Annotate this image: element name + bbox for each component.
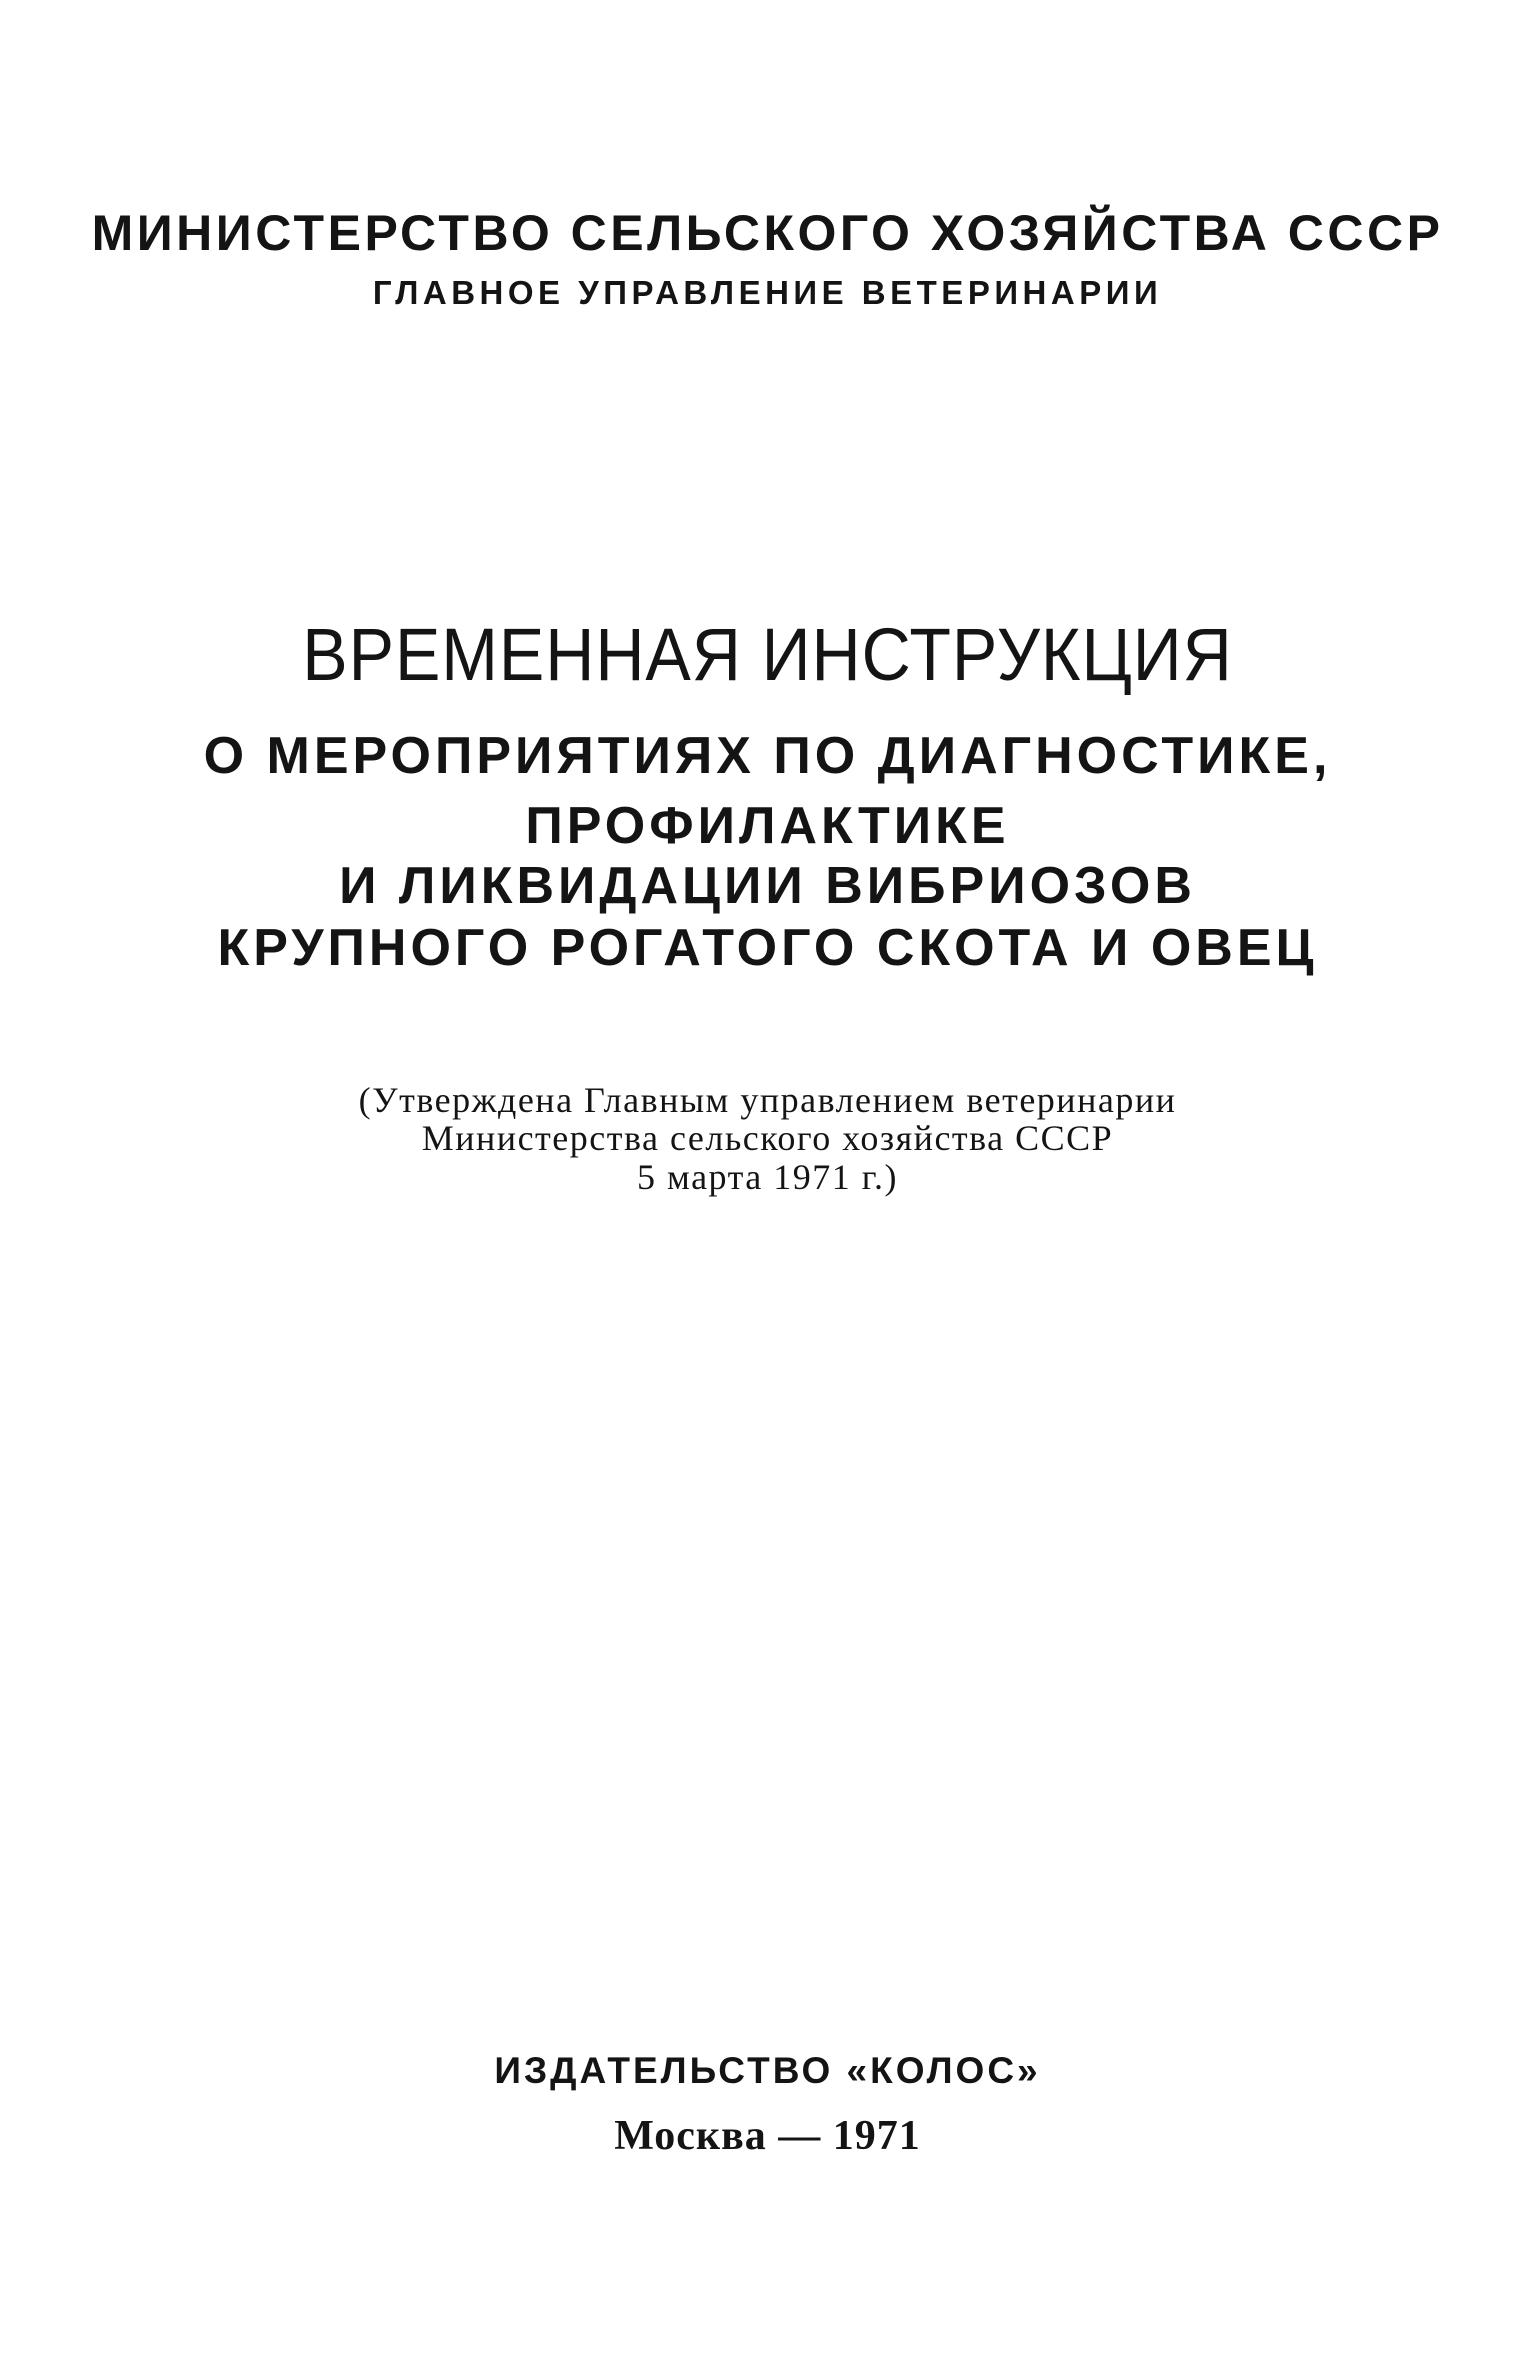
approval-note-line: 5 марта 1971 г.) [637,1157,898,1197]
subtitle-line: О МЕРОПРИЯТИЯХ ПО ДИАГНОСТИКЕ, [203,727,1332,785]
ministry-heading: МИНИСТЕРСТВО СЕЛЬСКОГО ХОЗЯЙСТВА СССР [91,205,1444,261]
approval-note-line: Министерства сельского хозяйства СССР [421,1118,1114,1158]
approval-note-line: (Утверждена Главным управлением ветеринарии [358,1080,1177,1120]
subtitle-line: И ЛИКВИДАЦИИ ВИБРИОЗОВ [339,857,1196,915]
directorate-heading: ГЛАВНОЕ УПРАВЛЕНИЕ ВЕТЕРИНАРИИ [372,274,1163,311]
subtitle-line: ПРОФИЛАКТИКЕ [525,797,1010,855]
subtitle-line: КРУПНОГО РОГАТОГО СКОТА И ОВЕЦ [217,919,1318,977]
publication-city-year: Москва — 1971 [614,2113,921,2159]
document-title: ВРЕМЕННАЯ ИНСТРУКЦИЯ [302,613,1233,696]
publisher-name: ИЗДАТЕЛЬСТВО «КОЛОС» [494,2050,1041,2091]
